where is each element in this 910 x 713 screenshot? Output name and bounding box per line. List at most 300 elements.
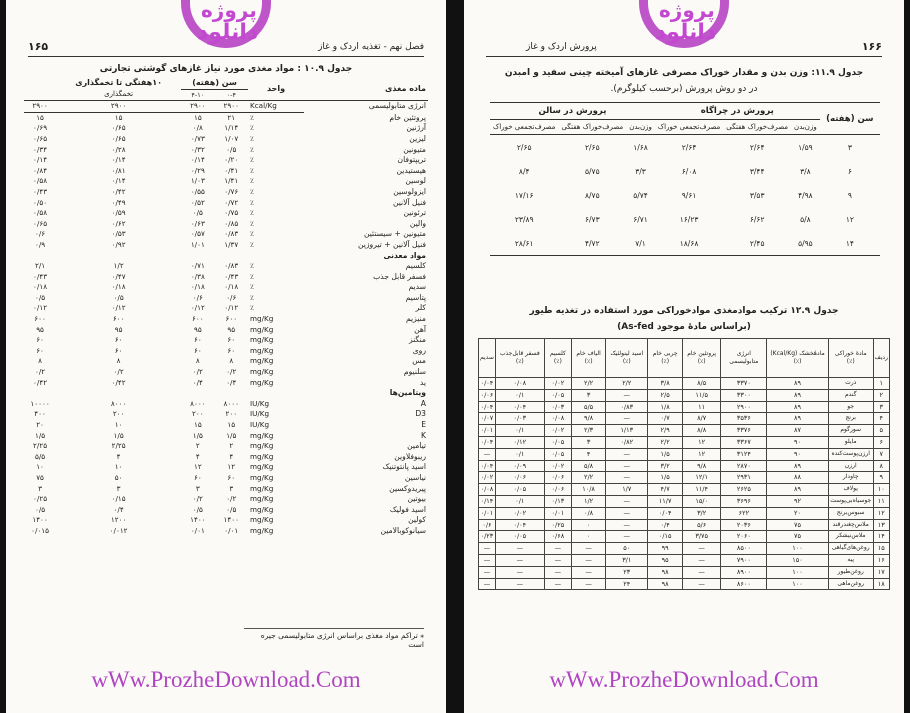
nutrient-name: D3 xyxy=(415,409,426,419)
value-cell: ۳ xyxy=(572,389,606,401)
table-row xyxy=(24,325,428,336)
value-cell: ۰/۶ xyxy=(479,519,496,531)
unit-cell: ٪ xyxy=(250,218,254,228)
row-index: ۴ xyxy=(873,413,889,425)
unit-cell: mg/Kg xyxy=(250,356,274,366)
value-cell: — xyxy=(544,578,571,590)
table-row xyxy=(24,314,428,325)
value-cell: ۱۰۰۰۰ xyxy=(30,398,50,408)
value-cell: ۹۸ xyxy=(648,578,683,590)
value-cell: ۱/۵ xyxy=(34,430,46,440)
value-cell: ۳ xyxy=(116,483,121,493)
value-cell: ۰/۰۴ xyxy=(479,460,496,472)
value-cell: ۰/۵۸ xyxy=(33,176,48,186)
value-cell: ۰/۱۵ xyxy=(648,531,683,543)
table-row xyxy=(479,507,890,519)
table-row xyxy=(479,378,890,390)
page-number: ۱۶۶ xyxy=(861,40,882,53)
value-cell: ۸/۸ xyxy=(682,425,721,437)
table-row xyxy=(24,388,428,399)
value-cell: ۷۵ xyxy=(767,531,829,543)
value-cell: ۲۰۳۶ xyxy=(721,519,767,531)
table-row xyxy=(24,155,428,166)
value-cell: ۱۸/۶۸ xyxy=(679,238,699,248)
unit-cell: ٪ xyxy=(250,303,254,313)
unit-cell: ٪ xyxy=(250,282,254,292)
value-cell: ۳۳۷۶ xyxy=(721,425,767,437)
value-cell: ۱۱/۴ xyxy=(682,484,721,496)
value-cell: ۳۳۶۷ xyxy=(721,436,767,448)
value-cell: ۰/۰۵ xyxy=(495,484,544,496)
row-index: ۱ xyxy=(873,378,889,390)
value-cell: ۹۰ xyxy=(767,448,829,460)
value-cell: ۰/۰۳ xyxy=(495,413,544,425)
value-cell: ۱۲ xyxy=(227,462,236,472)
value-cell: ۰/۲ xyxy=(226,367,237,377)
table-row xyxy=(24,272,428,283)
unit-cell: ٪ xyxy=(250,271,254,281)
value-cell: ۸/۴ xyxy=(518,166,530,176)
value-cell xyxy=(215,388,248,399)
value-cell: ۴ xyxy=(195,451,200,461)
value-cell: ۰/۰۸ xyxy=(479,484,496,496)
unit-cell: mg/Kg xyxy=(250,494,274,504)
value-cell: ۹۵ xyxy=(114,324,123,334)
value-cell: ۶۰ xyxy=(193,335,202,345)
table-caption-sub: در دو روش پرورش (برحسب کیلوگرم). xyxy=(610,84,758,94)
value-cell: ۳ xyxy=(572,436,606,448)
value-cell: ۰/۰۱ xyxy=(479,425,496,437)
value-cell: ۶۰ xyxy=(227,335,236,345)
nutrient-name: کلسیم xyxy=(405,261,426,271)
value-cell: ۲۹۰۰ xyxy=(56,101,181,113)
value-cell: ۷۵ xyxy=(767,519,829,531)
value-cell: ۰/۰۶ xyxy=(544,472,571,484)
value-cell: ۰/۱۸ xyxy=(224,282,239,292)
left-page xyxy=(6,0,446,713)
value-cell: ۵/۸ xyxy=(800,214,811,224)
value-cell: ۳/۷۵ xyxy=(682,531,721,543)
nutrient-name: ریبوفلاوین xyxy=(394,451,426,461)
value-cell: ۰/۱۴ xyxy=(190,155,205,165)
value-cell: ۱۲ xyxy=(682,436,721,448)
value-cell: — xyxy=(495,543,544,555)
value-cell: ۰/۰۱ xyxy=(544,507,571,519)
nutrient-name: لوسین xyxy=(405,176,426,186)
value-cell: ۰/۲ xyxy=(192,367,203,377)
value-cell: ۸ xyxy=(195,356,200,366)
table-row xyxy=(24,409,428,420)
value-cell: ۰/۵۸ xyxy=(33,208,48,218)
unit-cell: ٪ xyxy=(250,176,254,186)
nutrient-name: پتاسیم xyxy=(405,292,426,302)
body-weight-table xyxy=(490,102,880,256)
table-row xyxy=(479,554,890,566)
col-nutrient: ماده مغذی xyxy=(304,78,428,101)
col-sub-header: مصرف‌خوراک هفتگی xyxy=(561,123,624,131)
table-caption-sub: (براساس مادهٔ موجود As-fed) xyxy=(617,322,751,332)
table-caption: جدول ۱۲.۹ ترکیب موادمغذی موادخوراکی مورد استفاده در تغذیه طیور xyxy=(529,306,839,316)
value-cell: ۰/۸۲ xyxy=(606,436,648,448)
value-cell: ۶۰ xyxy=(36,335,44,345)
value-cell: ۲۳/۸۹ xyxy=(514,214,534,224)
unit-cell: mg/Kg xyxy=(250,472,274,482)
value-cell: — xyxy=(682,578,721,590)
chapter-title: پرورش اردک و غاز xyxy=(526,42,597,52)
value-cell: ۰/۴۳ xyxy=(224,271,239,281)
value-cell: ۲/۵ xyxy=(648,389,683,401)
unit-cell: mg/Kg xyxy=(250,314,274,324)
value-cell: ۶۰ xyxy=(227,472,236,482)
col-sub-header: مصرف‌تجمعی خوراک xyxy=(657,123,721,131)
table-row xyxy=(24,123,428,134)
value-cell: ۰/۱ xyxy=(495,389,544,401)
value-cell: ۰/۳۴ xyxy=(33,144,48,154)
nutrient-name: فنیل آلانین xyxy=(392,197,426,207)
value-cell: ۰/۰۶ xyxy=(479,389,496,401)
feed-name: گندم xyxy=(828,389,873,401)
col-wk-b: ۴-۱۰ xyxy=(181,89,214,101)
value-cell: ۳/۱ xyxy=(606,554,648,566)
footnote: ⁎ تراکم مواد مغذی براساس انرژی متابولیسمی جیره است xyxy=(244,628,424,649)
value-cell: ۰/۲۵ xyxy=(33,494,48,504)
value-cell: ۲۴ xyxy=(606,578,648,590)
value-cell: ۱۰۰ xyxy=(767,543,829,555)
row-index: ۱۰ xyxy=(873,484,889,496)
value-cell: ۰/۵ xyxy=(192,208,203,218)
value-cell: ۱۷/۱۶ xyxy=(514,190,534,200)
value-cell: ۱۶/۲۳ xyxy=(679,214,699,224)
value-cell: ۰/۰۴ xyxy=(479,401,496,413)
value-cell: ۰/۱۲ xyxy=(111,303,126,313)
row-index: ۶ xyxy=(873,436,889,448)
value-cell: — xyxy=(606,472,648,484)
value-cell: ۷/۱ xyxy=(635,238,646,248)
value-cell: ۱/۰۷ xyxy=(224,133,239,143)
value-cell: ۲/۲ xyxy=(572,378,606,390)
col-sub-header: مصرف‌خوراک هفتگی xyxy=(726,123,789,131)
col-laying-top xyxy=(24,78,56,89)
value-cell: ۶۰۰ xyxy=(192,314,204,324)
table-row xyxy=(24,505,428,516)
col-header: چربی خام (٪) xyxy=(648,339,683,378)
row-index: ۸ xyxy=(873,460,889,472)
table-row xyxy=(24,441,428,452)
nutrient-name: پیریدوکسین xyxy=(389,483,426,493)
value-cell: — xyxy=(479,543,496,555)
value-cell: ۱/۲ xyxy=(572,495,606,507)
value-cell: ۱۵ xyxy=(193,420,202,429)
value-cell: ۰/۷ xyxy=(648,413,683,425)
value-cell: ۱۰۰ xyxy=(767,566,829,578)
value-cell: ۰/۹۲ xyxy=(111,239,126,249)
value-cell: ۱/۵۹ xyxy=(798,142,813,152)
table-row xyxy=(24,335,428,346)
unit-cell: IU/Kg xyxy=(250,398,270,408)
value-cell: ۰/۹ xyxy=(34,239,46,249)
value-cell: ۰/۶۵ xyxy=(111,123,126,133)
value-cell: ۰/۰۲ xyxy=(544,460,571,472)
value-cell: ۰/۴۹ xyxy=(111,197,126,207)
value-cell: ۸۰۰۰ xyxy=(223,398,239,408)
row-index: ۳ xyxy=(873,401,889,413)
value-cell: ۵۰ xyxy=(606,543,648,555)
col-laying: تخمگذاری xyxy=(56,89,181,101)
value-cell: ۱/۵ xyxy=(113,430,124,440)
value-cell: ۱۰/۸ xyxy=(572,484,606,496)
unit-cell: ٪ xyxy=(250,123,254,133)
table-row xyxy=(479,472,890,484)
value-cell: ۰/۰۲ xyxy=(495,507,544,519)
table-row xyxy=(24,515,428,526)
right-page xyxy=(464,0,904,713)
value-cell: ۲۳ xyxy=(606,566,648,578)
table-row xyxy=(479,578,890,590)
value-cell: ۱۵ xyxy=(227,420,236,429)
value-cell: ۰/۲ xyxy=(113,367,124,377)
feed-name: یولاف xyxy=(828,484,873,496)
value-cell: ۱۱/۷ xyxy=(648,495,683,507)
nutrient-name: تیامین xyxy=(407,441,426,451)
value-cell: ۰/۴۱ xyxy=(224,165,239,175)
value-cell: ۰/۱ xyxy=(495,495,544,507)
col-header: فسفر قابل‌جذب (٪) xyxy=(495,339,544,378)
value-cell: ۰/۰۵ xyxy=(544,448,571,460)
table-row xyxy=(490,207,880,231)
value-cell: ۰/۲ xyxy=(226,494,237,504)
unit-cell: mg/Kg xyxy=(250,441,274,451)
table-row xyxy=(490,159,880,183)
value-cell: — xyxy=(544,543,571,555)
age-cell: ۱۲ xyxy=(845,214,854,224)
age-cell: ۹ xyxy=(847,190,852,200)
value-cell: ۲۱ xyxy=(227,112,236,122)
value-cell: ۰/۸ xyxy=(192,123,203,133)
value-cell: ۱/۳۷ xyxy=(224,239,239,249)
table-row xyxy=(24,484,428,495)
value-cell: ۱۰۰ xyxy=(767,578,829,590)
value-cell: ۲۰۶۰ xyxy=(721,531,767,543)
value-cell xyxy=(215,251,248,262)
value-cell xyxy=(56,388,181,399)
unit-cell: mg/Kg xyxy=(250,377,274,387)
nutrient-name: منیزیم xyxy=(405,314,426,324)
value-cell: ۶/۷۳ xyxy=(585,214,600,224)
value-cell: — xyxy=(479,554,496,566)
value-cell: ۱۴۰۰ xyxy=(32,515,48,525)
col-header: ردیف xyxy=(873,339,889,378)
col-header: الیاف خام (٪) xyxy=(572,339,606,378)
value-cell: ۲/۶۵ xyxy=(585,142,600,152)
nutrient-name: آرژنین xyxy=(406,123,426,133)
value-cell: ۱۲/۱ xyxy=(682,472,721,484)
value-cell: ۰/۱۴ xyxy=(111,155,126,165)
row-index: ۱۸ xyxy=(873,578,889,590)
value-cell: ۰/۱۴ xyxy=(111,176,126,186)
value-cell: ۰/۴۳ xyxy=(33,186,48,196)
table-row xyxy=(24,251,428,262)
nutrient-name: انرژی متابولیسمی xyxy=(368,101,426,111)
value-cell: ۹۵ xyxy=(193,324,202,334)
value-cell xyxy=(24,251,56,262)
feed-name: جو xyxy=(828,401,873,413)
unit-cell: ٪ xyxy=(250,261,254,271)
value-cell: ۸۹ xyxy=(767,413,829,425)
nutrient-name: هیستیدین xyxy=(396,165,426,175)
value-cell: ۹۵ xyxy=(227,324,236,334)
value-cell: ۲/۹ xyxy=(648,425,683,437)
value-cell: ۸/۷۵ xyxy=(585,190,600,200)
table-row xyxy=(24,473,428,484)
value-cell: ۰/۷۲ xyxy=(224,197,239,207)
value-cell: ۰/۲۵ xyxy=(544,519,571,531)
table-row xyxy=(24,526,428,537)
value-cell: ۰/۴ xyxy=(648,519,683,531)
table-row xyxy=(479,401,890,413)
value-cell: ۸۵۰۰ xyxy=(721,543,767,555)
value-cell: ۰/۱۸ xyxy=(111,282,126,292)
nutrient-name: ایزولوسین xyxy=(393,186,426,196)
table-row xyxy=(24,378,428,389)
nutrient-name: مواد معدنی xyxy=(383,250,426,260)
value-cell: ۶/۷۱ xyxy=(633,214,648,224)
value-cell: ۴/۹۸ xyxy=(798,190,813,200)
value-cell: ۱/۴۱ xyxy=(224,176,239,186)
unit-cell: mg/Kg xyxy=(250,504,274,514)
value-cell: ۶۰۰ xyxy=(34,314,46,324)
value-cell: ۰/۶ xyxy=(34,229,46,239)
value-cell: ۲۰۰ xyxy=(225,409,238,419)
value-cell: ۰/۱ xyxy=(495,425,544,437)
value-cell: ۰/۰۲ xyxy=(544,425,571,437)
col-egg: ۱۰هفتگی تا تخمگذاری xyxy=(75,78,162,88)
table-row xyxy=(24,356,428,367)
col-age: سن (هفته) xyxy=(820,103,880,135)
age-cell: ۱۴ xyxy=(845,238,854,248)
value-cell: ۰/۵۵ xyxy=(190,186,205,196)
table-row xyxy=(490,135,880,160)
value-cell: ۳۵۳۶ xyxy=(721,413,767,425)
value-cell: ۰/۶۸ xyxy=(544,531,571,543)
feed-name: روغن‌طیور xyxy=(828,566,873,578)
value-cell: ۱/۸ xyxy=(648,401,683,413)
value-cell: ۵/۶ xyxy=(682,519,721,531)
value-cell: ۰/۷۶ xyxy=(224,186,239,196)
value-cell: ۰/۱۸ xyxy=(33,282,48,292)
value-cell: ۷۵ xyxy=(36,472,44,482)
value-cell: ۲۹۰۰ xyxy=(215,101,248,113)
value-cell: ۳/۴۴ xyxy=(749,166,765,176)
col-sub-header: مصرف‌تجمعی خوراک xyxy=(493,123,556,131)
value-cell: ۸۰۰۰ xyxy=(190,398,206,408)
nutrient-name: والین xyxy=(409,218,426,228)
value-cell: ۸۸ xyxy=(767,472,829,484)
value-cell: — xyxy=(572,566,606,578)
table-row xyxy=(24,187,428,198)
value-cell: ۰/۸ xyxy=(572,507,606,519)
value-cell: ۲/۳ xyxy=(572,425,606,437)
value-cell: — xyxy=(495,554,544,566)
unit-cell xyxy=(248,388,304,399)
table-row xyxy=(479,448,890,460)
table-row xyxy=(24,399,428,410)
value-cell: ۰/۰۱ xyxy=(190,525,205,535)
nutrient-name: K xyxy=(421,430,426,440)
nutrient-name: ید xyxy=(419,377,426,387)
table-row xyxy=(24,420,428,431)
value-cell: ۰/۵۰ xyxy=(33,197,48,207)
col-header: اسید لینولئیک (٪) xyxy=(606,339,648,378)
table-row xyxy=(24,176,428,187)
value-cell: ۹/۸ xyxy=(682,460,721,472)
table-row xyxy=(479,413,890,425)
unit-cell: ٪ xyxy=(250,186,254,196)
value-cell: ۰/۲۸ xyxy=(111,144,126,154)
col-header: مادهٔ خوراکی (٪) xyxy=(828,339,873,378)
nutrient-name: ترئونین xyxy=(403,208,426,218)
value-cell: ۰/۱۵ xyxy=(111,494,126,504)
value-cell: ۶۰ xyxy=(227,345,236,355)
col-sub-header: وزن‌بدن xyxy=(629,123,652,131)
unit-cell: mg/Kg xyxy=(250,515,274,525)
value-cell: ۰/۰۸ xyxy=(544,413,571,425)
value-cell: ۱۰ xyxy=(36,462,44,472)
value-cell: ۰/۰۹ xyxy=(495,460,544,472)
value-cell: ۰/۰۷ xyxy=(479,413,496,425)
value-cell: ۰/۸۳ xyxy=(224,261,239,271)
value-cell: — xyxy=(606,460,648,472)
value-cell: ۰/۷۱ xyxy=(190,261,205,271)
table-row xyxy=(24,229,428,240)
value-cell: ۳ xyxy=(38,483,42,493)
value-cell: ۰/۵ xyxy=(226,504,237,514)
value-cell: ۸۶۰۰ xyxy=(721,578,767,590)
row-index: ۱۷ xyxy=(873,566,889,578)
table-body xyxy=(490,135,880,256)
value-cell xyxy=(181,251,214,262)
table-row xyxy=(24,208,428,219)
value-cell: ۲/۲ xyxy=(572,472,606,484)
value-cell: ۲۰ xyxy=(36,420,44,429)
table-row xyxy=(24,261,428,272)
nutrient-name: منگنز xyxy=(408,335,426,345)
value-cell: — xyxy=(479,578,496,590)
value-cell: ۱/۱۳ xyxy=(606,425,648,437)
value-cell: ۵۰ xyxy=(114,472,123,482)
value-cell: ۰/۴۳ xyxy=(33,271,48,281)
unit-cell: ٪ xyxy=(250,144,254,154)
value-cell: ۰/۱۲ xyxy=(190,303,205,313)
value-cell: ۲/۲۵ xyxy=(111,441,126,451)
unit-cell: ٪ xyxy=(250,229,254,239)
value-cell: — xyxy=(682,543,721,555)
value-cell: ۰/۵ xyxy=(192,504,203,514)
value-cell: ۱۴۰۰ xyxy=(190,515,206,525)
value-cell: ۳/۳ xyxy=(635,166,646,176)
value-cell: ۰/۴ xyxy=(226,377,237,387)
value-cell: ۳۳۰۰ xyxy=(721,389,767,401)
value-cell: ۳/۸ xyxy=(648,378,683,390)
value-cell: ۹/۸ xyxy=(572,413,606,425)
value-cell: — xyxy=(682,566,721,578)
feed-name: ملاس‌نیشکر xyxy=(828,531,873,543)
col-indoor: پرورش در سالن xyxy=(490,103,655,120)
feed-name: روغن‌ماهی xyxy=(828,578,873,590)
value-cell: ۲۸/۶۱ xyxy=(514,238,534,248)
value-cell: ۰/۲۹ xyxy=(190,165,205,175)
unit-cell: ٪ xyxy=(250,197,254,207)
value-cell: ۰/۳۲ xyxy=(190,144,205,154)
